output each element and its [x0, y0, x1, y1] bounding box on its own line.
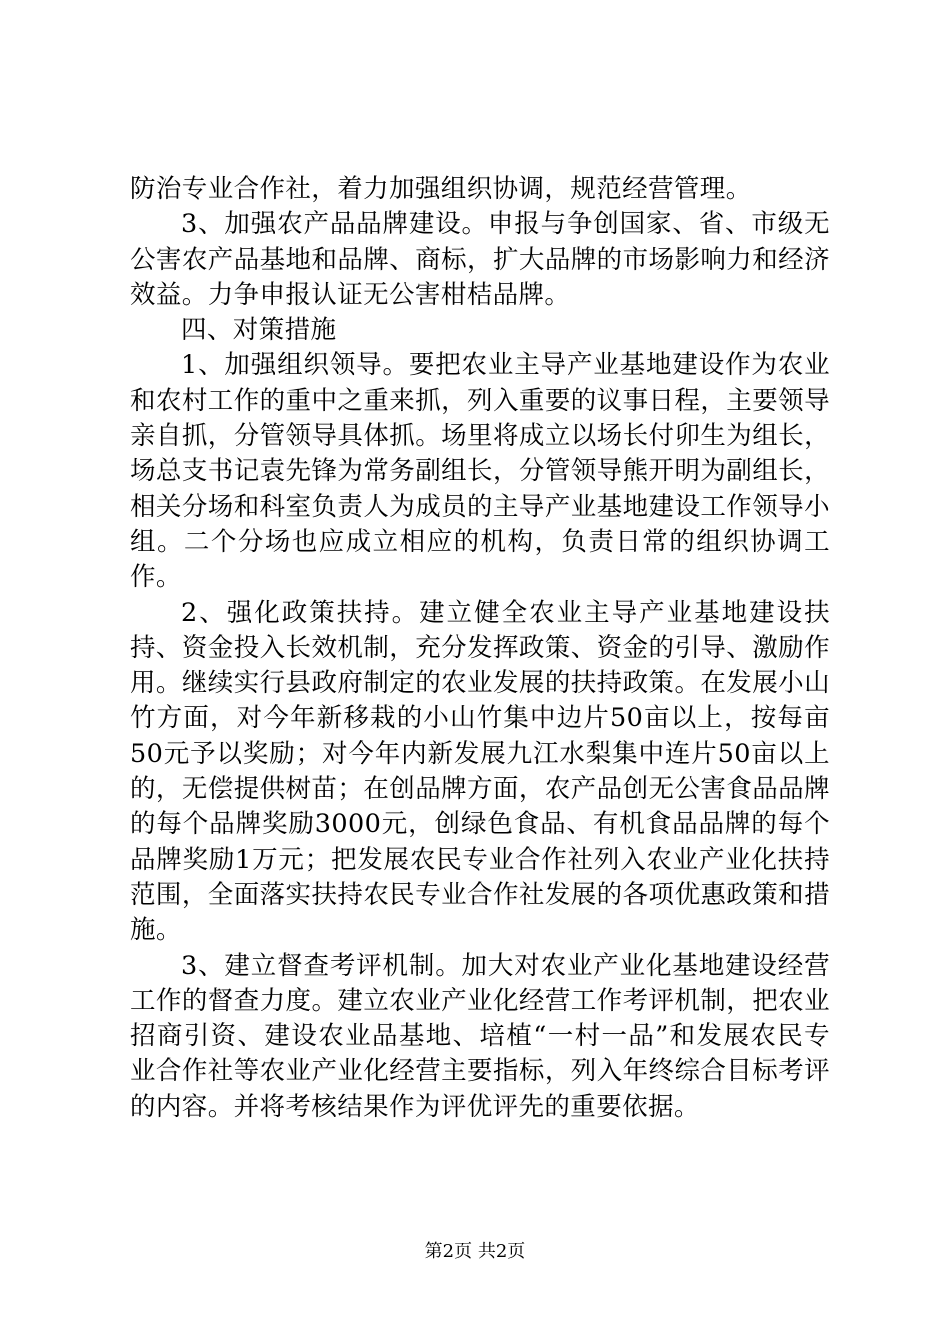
document-body [130, 172, 830, 1125]
paragraph-4: 2、强化政策扶持。建立健全农业主导产业基地建设扶持、资金投入长效机制，充分发挥政策、资金的引导、激励作用。继续实行县政府制定的农业发展的扶持政策。在发展小山竹方面，对今年新移栽的小山竹集中边片50亩以上，按每亩50元予以奖励；对今年内新发展九江水梨集中连片50亩以上的，无偿提供树苗；在创品牌方面，农产品创无公害食品品牌的每个品牌奖励3000元，创绿色食品、有机食品品牌的每个品牌奖励1万元；把发展农民专业合作社列入农业产业化扶持范围，全面落实扶持农民专业合作社发展的各项优惠政策和措施。 [130, 597, 830, 946]
section-heading: 四、对策措施 [181, 315, 337, 346]
paragraph-2: 3、加强农产品品牌建设。申报与争创国家、省、市级无公害农产品基地和品牌、商标，扩大品牌的市场影响力和经济效益。力争申报认证无公害柑桔品牌。 [130, 209, 830, 310]
page-number-footer: 第2页 共2页 [424, 1241, 526, 1262]
paragraph-3: 1、加强组织领导。要把农业主导产业基地建设作为农业和农村工作的重中之重来抓，列入重要的议事日程，主要领导亲自抓，分管领导具体抓。场里将成立以场长付卯生为组长，场总支书记袁先锋为常务副组长，分管领导熊开明为副组长，相关分场和科室负责人为成员的主导产业基地建设工作领导小组。二个分场也应成立相应的机构，负责日常的组织协调工作。 [130, 350, 830, 593]
paragraph-1: 防治专业合作社，着力加强组织协调，规范经营管理。 [130, 174, 752, 204]
paragraph-5: 3、建立督查考评机制。加大对农业产业化基地建设经营工作的督查力度。建立农业产业化经营工作考评机制，把农业招商引资、建设农业品基地、培植“一村一品”和发展农民专业合作社等农业产业化经营主要指标，列入年终综合目标考评的内容。并将考核结果作为评优评先的重要依据。 [130, 950, 830, 1122]
